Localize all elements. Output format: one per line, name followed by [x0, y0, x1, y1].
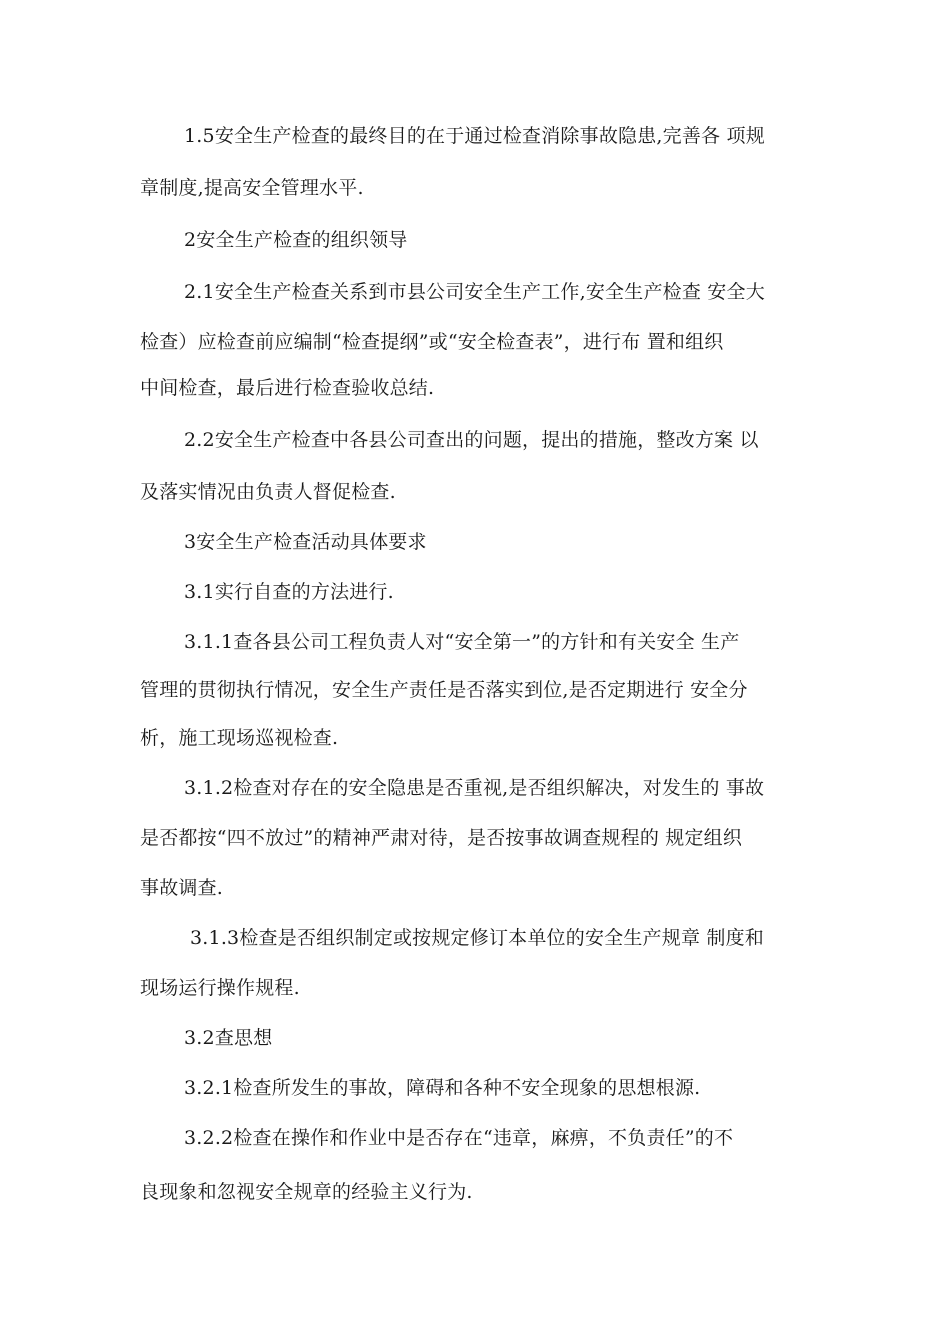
text-line-16: 事故调查. — [140, 877, 224, 899]
text-line-2: 章制度,提高安全管理水平. — [140, 177, 364, 199]
text-line-13: 析，施工现场巡视检查. — [140, 727, 339, 749]
text-line-6: 中间检查，最后进行检查验收总结. — [140, 377, 435, 399]
text-line-22: 良现象和忽视安全规章的经验主义行为. — [140, 1181, 473, 1203]
text-line-19: 3.2查思想 — [184, 1027, 273, 1049]
text-line-1: 1.5安全生产检查的最终目的在于通过检查消除事故隐患,完善各 项规 — [184, 125, 765, 147]
text-line-14: 3.1.2检查对存在的安全隐患是否重视,是否组织解决，对发生的 事故 — [184, 777, 765, 799]
text-line-5: 检查）应检查前应编制“检查提纲”或“安全检查表”，进行布 置和组织 — [140, 331, 724, 353]
text-line-17: 3.1.3检查是否组织制定或按规定修订本单位的安全生产规章 制度和 — [190, 927, 764, 949]
text-line-20: 3.2.1检查所发生的事故，障碍和各种不安全现象的思想根源. — [184, 1077, 701, 1099]
text-line-15: 是否都按“四不放过”的精神严肃对待，是否按事故调查规程的 规定组织 — [140, 827, 743, 849]
text-line-10: 3.1实行自查的方法进行. — [184, 581, 394, 603]
text-line-7: 2.2安全生产检查中各县公司查出的问题，提出的措施，整改方案 以 — [184, 429, 759, 451]
text-line-12: 管理的贯彻执行情况，安全生产责任是否落实到位,是否定期进行 安全分 — [140, 679, 748, 701]
text-line-9: 3安全生产检查活动具体要求 — [184, 531, 427, 553]
text-line-18: 现场运行操作规程. — [140, 977, 300, 999]
text-line-3: 2安全生产检查的组织领导 — [184, 229, 408, 251]
text-line-8: 及落实情况由负责人督促检查. — [140, 481, 396, 503]
text-line-4: 2.1安全生产检查关系到市县公司安全生产工作,安全生产检查 安全大 — [184, 281, 765, 303]
text-line-21: 3.2.2检查在操作和作业中是否存在“违章，麻痹，不负责任”的不 — [184, 1127, 734, 1149]
text-line-11: 3.1.1查各县公司工程负责人对“安全第一”的方针和有关安全 生产 — [184, 631, 740, 653]
